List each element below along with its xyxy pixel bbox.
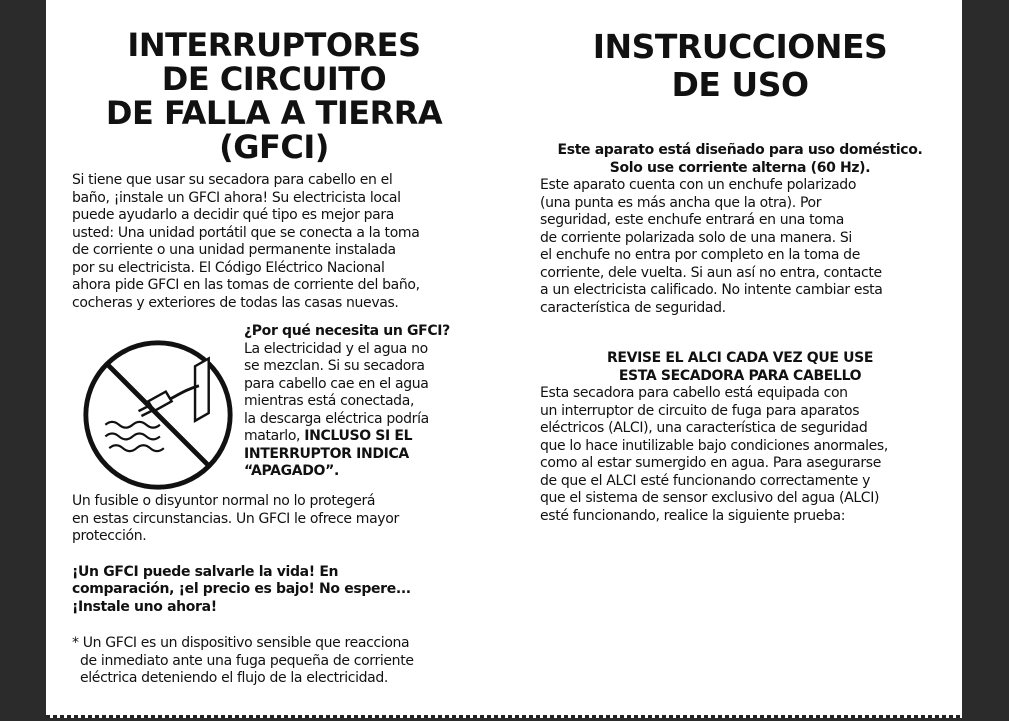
- gfci-title-line: INTERRUPTORES: [127, 26, 421, 64]
- text-line: un interruptor de circuito de fuga para aparatos: [540, 402, 860, 419]
- gfci-title: [72, 28, 476, 164]
- no-plug-in-water-icon: [80, 337, 236, 493]
- gfci-footnote: [72, 635, 476, 688]
- instructions-title-line: INSTRUCCIONES: [592, 27, 888, 66]
- text-line: como al estar sumergido en agua. Para asegurarse: [540, 455, 882, 471]
- text-line: comparación, ¡el precio es bajo! No espere...: [72, 581, 411, 597]
- instructions-title-line: DE USO: [671, 65, 809, 104]
- warning-emphasis: INTERRUPTOR INDICA: [244, 445, 409, 462]
- right-column: [540, 28, 940, 525]
- text-line: Este aparato está diseñado para uso doméstico.: [557, 142, 923, 158]
- text-line: se mezclan. Si su secadora: [244, 358, 425, 374]
- text-line: ¡Instale uno ahora!: [72, 598, 217, 615]
- text-line: REVISE EL ALCI CADA VEZ QUE USE: [606, 350, 874, 366]
- text-line: cocheras y exteriores de todas las casas nuevas.: [72, 294, 399, 311]
- save-life-paragraph: [72, 564, 476, 617]
- text-line: La electricidad y el agua no: [244, 340, 428, 357]
- text-line: eléctricos (ALCI), una característica de seguridad: [540, 420, 868, 436]
- alci-check-heading: [540, 350, 940, 385]
- document-page: [46, 0, 962, 718]
- why-gfci-section: [72, 323, 476, 489]
- text-line: puede ayudarlo a decidir qué tipo es mejor para: [72, 207, 395, 223]
- household-use-heading: [540, 142, 940, 177]
- text-line: por su electricista. El Código Eléctrico Nacional: [72, 259, 385, 276]
- text-line: en estas circunstancias. Un GFCI le ofrece mayor: [72, 510, 399, 527]
- text-line: Solo use corriente alterna (60 Hz).: [609, 159, 871, 176]
- text-line: esté funcionando, realice la siguiente prueba:: [540, 507, 846, 524]
- fuse-paragraph: [72, 493, 476, 546]
- gfci-title-line: (GFCI): [219, 128, 329, 166]
- text-line: [244, 428, 484, 446]
- warning-emphasis: INCLUSO SI EL: [304, 428, 413, 444]
- text-line: Un fusible o disyuntor normal no lo protegerá: [72, 493, 376, 509]
- text-line: Si tiene que usar su secadora para cabello en el: [72, 172, 393, 188]
- text-line: de inmediato ante una fuga pequeña de corriente: [80, 652, 414, 669]
- text-line: (una punta es más ancha que la otra). Por: [540, 194, 822, 211]
- polarized-plug-paragraph: [540, 177, 940, 317]
- text-line: ESTA SECADORA PARA CABELLO: [618, 367, 862, 384]
- text-line: que lo hace inutilizable bajo condiciones anormales,: [540, 437, 888, 454]
- text-line: de que el ALCI esté funcionando correctamente y: [540, 472, 871, 489]
- text-line: a un electricista calificado. No intente cambiar esta: [540, 282, 883, 298]
- text-line: Este aparato cuenta con un enchufe polarizado: [540, 177, 857, 193]
- instructions-title: [540, 28, 940, 104]
- gfci-title-line: DE FALLA A TIERRA: [105, 94, 443, 132]
- text-line: Esta secadora para cabello está equipada con: [540, 385, 848, 401]
- text-line: * Un GFCI es un dispositivo sensible que reacciona: [72, 635, 410, 651]
- left-column: [72, 28, 476, 688]
- warning-emphasis: “APAGADO”.: [244, 463, 339, 479]
- why-gfci-heading: ¿Por qué necesita un GFCI?: [244, 323, 450, 339]
- text-line: que el sistema de sensor exclusivo del agua (ALCI): [540, 490, 880, 506]
- text-line: ¡Un GFCI puede salvarle la vida! En: [72, 563, 339, 580]
- text-line: corriente, dele vuelta. Si aun así no entra, contacte: [540, 264, 882, 281]
- text-line: característica de seguridad.: [540, 299, 726, 316]
- text-line: usted: Una unidad portátil que se conecta a la toma: [72, 224, 420, 241]
- text-line: ahora pide GFCI en las tomas de corriente del baño,: [72, 277, 420, 293]
- text-line: seguridad, este enchufe entrará en una toma: [540, 212, 844, 228]
- text-line: protección.: [72, 528, 147, 544]
- why-gfci-text: [244, 323, 484, 481]
- text-line: de corriente o una unidad permanente instalada: [72, 242, 396, 258]
- alci-paragraph: [540, 385, 940, 525]
- text-line: eléctrica deteniendo el flujo de la electricidad.: [80, 670, 389, 686]
- page-bottom-border: [46, 715, 962, 718]
- gfci-title-line: DE CIRCUITO: [161, 60, 387, 98]
- text-line: la descarga eléctrica podría: [244, 410, 429, 427]
- text-line: mientras está conectada,: [244, 393, 415, 409]
- text-line: baño, ¡instale un GFCI ahora! Su electricista local: [72, 189, 401, 206]
- text-line: para cabello cae en el agua: [244, 375, 429, 392]
- gfci-intro-paragraph: [72, 172, 476, 312]
- text-line: el enchufe no entra por completo en la toma de: [540, 247, 860, 263]
- text-fragment: matarlo,: [244, 428, 305, 444]
- text-line: de corriente polarizada solo de una manera. Si: [540, 229, 852, 246]
